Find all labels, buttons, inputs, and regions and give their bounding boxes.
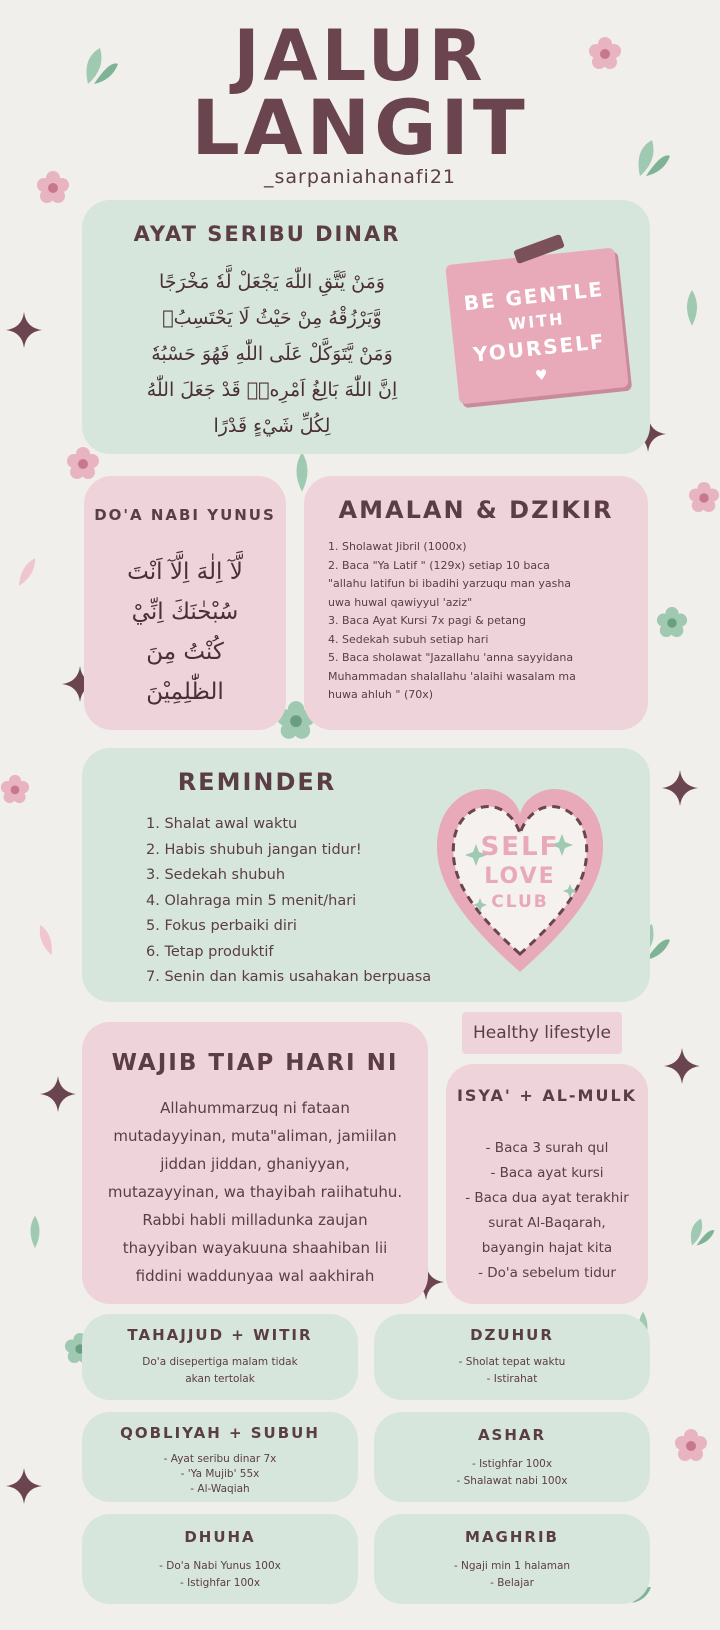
list-item: 1. Sholawat Jibril (1000x) [328, 540, 467, 553]
yunus-arabic-text [90, 552, 280, 712]
flower-icon [688, 480, 720, 514]
schedule-detail [82, 1558, 358, 1592]
sparkle-icon [6, 312, 42, 348]
ayat-line: وَمَنْ يَّتَّقِ اللّٰهَ يَجْعَلْ لَّهٗ مَخْرَجًا [159, 271, 385, 293]
sparkle-icon [664, 1048, 700, 1084]
sticker-text: YOURSELF [471, 329, 607, 367]
schedule-line: - Istirahat [486, 1373, 538, 1385]
schedule-line: - Ngaji min 1 halaman [453, 1560, 571, 1572]
dzuhur-card [374, 1314, 650, 1400]
yunus-title: DO'A NABI YUNUS [94, 506, 276, 524]
schedule-line: - Do'a Nabi Yunus 100x [159, 1560, 281, 1572]
schedule-line: akan tertolak [185, 1373, 255, 1385]
wajib-line: Allahummarzuq ni fataan [160, 1099, 350, 1117]
list-item: 6. Tetap produktif [146, 943, 274, 960]
list-item: - Baca ayat kursi [490, 1165, 604, 1181]
flower-icon [66, 446, 100, 480]
ayat-title: AYAT SERIBU DINAR [133, 222, 401, 246]
amalan-list [328, 538, 632, 705]
ayat-seribu-dinar-card [82, 200, 650, 454]
schedule-line: - 'Ya Mujib' 55x [180, 1468, 260, 1480]
list-item: 5. Baca sholawat "Jazallahu 'anna sayyidana [328, 651, 574, 664]
heart-text: LOVE [484, 864, 556, 889]
isya-al-mulk-card [446, 1064, 648, 1304]
leaf-icon [686, 1214, 716, 1250]
flower-icon [0, 772, 30, 806]
ayat-arabic-text [102, 264, 442, 444]
leaf-icon [20, 1214, 50, 1250]
ayat-line: وَّيَرْزُقْهُ مِنْ حَيْثُ لَا يَحْتَسِبُۗ [162, 307, 382, 329]
schedule-detail [374, 1558, 650, 1592]
list-item: - Do'a sebelum tidur [478, 1265, 616, 1281]
wajib-line: jiddan jiddan, ghaniyyan, [160, 1155, 350, 1173]
schedule-line: - Ayat seribu dinar 7x [163, 1453, 277, 1465]
flower-icon [674, 1428, 708, 1462]
schedule-title: QOBLIYAH + SUBUH [120, 1424, 320, 1442]
heart-text: SELF [480, 832, 560, 862]
wajib-tiap-hari-card [82, 1022, 428, 1304]
sparkle-icon [6, 1468, 42, 1504]
author-handle: _sarpaniahanafi21 [263, 166, 457, 188]
yunus-line: لَّآ اِلٰهَ اِلَّآ اَنْتَ [127, 559, 243, 585]
list-item: bayangin hajat kita [481, 1240, 613, 1256]
be-gentle-sticker [445, 247, 629, 404]
ayat-line: اِنَّ اللّٰهَ بَالِغُ اَمْرِهٖۗ قَدْ جَعَلَ اللّٰهُ [146, 379, 398, 401]
list-item: 5. Fokus perbaiki diri [146, 918, 297, 934]
list-item: uwa huwal qawiyyul 'aziz" [328, 595, 473, 609]
list-item: Muhammadan shalallahu 'alaihi wasalam ma [328, 669, 576, 683]
list-item: 1. Shalat awal waktu [146, 816, 298, 832]
yunus-line: الظّٰلِمِيْنَ [146, 679, 224, 705]
leaf-icon [682, 288, 702, 328]
dhuha-card [82, 1514, 358, 1604]
sticker-text: WITH [507, 309, 566, 334]
sparkle-icon [40, 1076, 76, 1112]
schedule-line: - Sholat tepat waktu [458, 1356, 566, 1368]
isya-title: ISYA' + AL-MULK [456, 1086, 638, 1105]
sticker-text: BE GENTLE [462, 276, 606, 316]
list-item: 2. Habis shubuh jangan tidur! [146, 841, 362, 858]
green-flower-icon [656, 606, 688, 638]
healthy-lifestyle-tag: Healthy lifestyle [462, 1012, 622, 1054]
amalan-title: AMALAN & DZIKIR [338, 496, 614, 524]
list-item: 3. Baca Ayat Kursi 7x pagi & petang [328, 614, 526, 627]
yunus-line: كُنْتُ مِنَ [146, 639, 224, 665]
schedule-line: - Al-Waqiah [190, 1483, 250, 1495]
pink-leaf-icon [12, 554, 42, 590]
schedule-detail [374, 1456, 650, 1490]
schedule-detail [82, 1452, 358, 1497]
list-item: 7. Senin dan kamis usahakan berpuasa [146, 969, 432, 985]
wajib-line: mutazayyinan, wa thayibah raiihatuhu. [107, 1183, 403, 1201]
schedule-line: - Istighfar 100x [471, 1458, 553, 1470]
list-item: 3. Sedekah shubuh [146, 867, 286, 883]
self-love-heart-icon [432, 772, 608, 982]
schedule-title: MAGHRIB [465, 1528, 559, 1546]
list-item: 4. Olahraga min 5 menit/hari [146, 892, 357, 909]
amalan-dzikir-card [304, 476, 648, 730]
schedule-detail [374, 1354, 650, 1388]
list-item: 2. Baca "Ya Latif " (129x) setiap 10 baca [328, 558, 550, 572]
sparkle-icon [662, 770, 698, 806]
schedule-title: TAHAJJUD + WITIR [127, 1326, 313, 1344]
list-item: huwa ahluh " (70x) [328, 688, 434, 701]
heart-icon: ♥ [534, 367, 549, 385]
ayat-line: لِكُلِّ شَيْءٍ قَدْرًا [213, 415, 331, 437]
qobliyah-subuh-card [82, 1412, 358, 1502]
wajib-line: thayyiban wayakuuna shaahiban lii [122, 1239, 388, 1257]
wajib-text [92, 1094, 418, 1290]
schedule-line: - Istighfar 100x [179, 1577, 261, 1589]
page-title-line2: LANGIT [191, 83, 529, 172]
wajib-line: fiddini waddunyaa wal aakhirah [135, 1267, 375, 1285]
wajib-line: Rabbi habli milladunka zaujan [142, 1211, 368, 1229]
schedule-title: DHUHA [184, 1528, 256, 1546]
ayat-line: وَمَنْ يَّتَوَكَّلْ عَلَى اللّٰهِ فَهُوَ حَسْبُهٗ [151, 343, 393, 365]
heart-text: CLUB [491, 892, 549, 912]
pink-leaf-icon [34, 922, 58, 958]
tahajjud-witir-card [82, 1314, 358, 1400]
schedule-line: - Shalawat nabi 100x [456, 1475, 568, 1487]
list-item: - Baca dua ayat terakhir [465, 1190, 629, 1206]
schedule-line: Do'a disepertiga malam tidak [142, 1356, 298, 1368]
schedule-line: - Belajar [490, 1577, 534, 1589]
schedule-title: DZUHUR [470, 1326, 554, 1344]
schedule-detail [82, 1354, 358, 1388]
yunus-line: سُبْحٰنَكَ اِنِّيْ [131, 599, 239, 625]
page-title-line1: JALUR [233, 15, 487, 97]
reminder-card [82, 748, 650, 1002]
wajib-title: WAJIB TIAP HARI NI [111, 1050, 399, 1076]
wajib-line: mutadayyinan, muta"aliman, jamiilan [113, 1127, 397, 1145]
maghrib-card [374, 1514, 650, 1604]
reminder-title: REMINDER [177, 768, 337, 796]
doa-nabi-yunus-card [84, 476, 286, 730]
isya-list [450, 1136, 644, 1286]
list-item: surat Al-Baqarah, [488, 1215, 606, 1231]
schedule-title: ASHAR [477, 1426, 547, 1444]
list-item: - Baca 3 surah qul [485, 1140, 609, 1156]
reminder-list [146, 812, 446, 991]
ashar-card [374, 1412, 650, 1502]
list-item: 4. Sedekah subuh setiap hari [328, 632, 489, 646]
list-item: "allahu latifun bi ibadihi yarzuqu man yasha [328, 577, 572, 590]
